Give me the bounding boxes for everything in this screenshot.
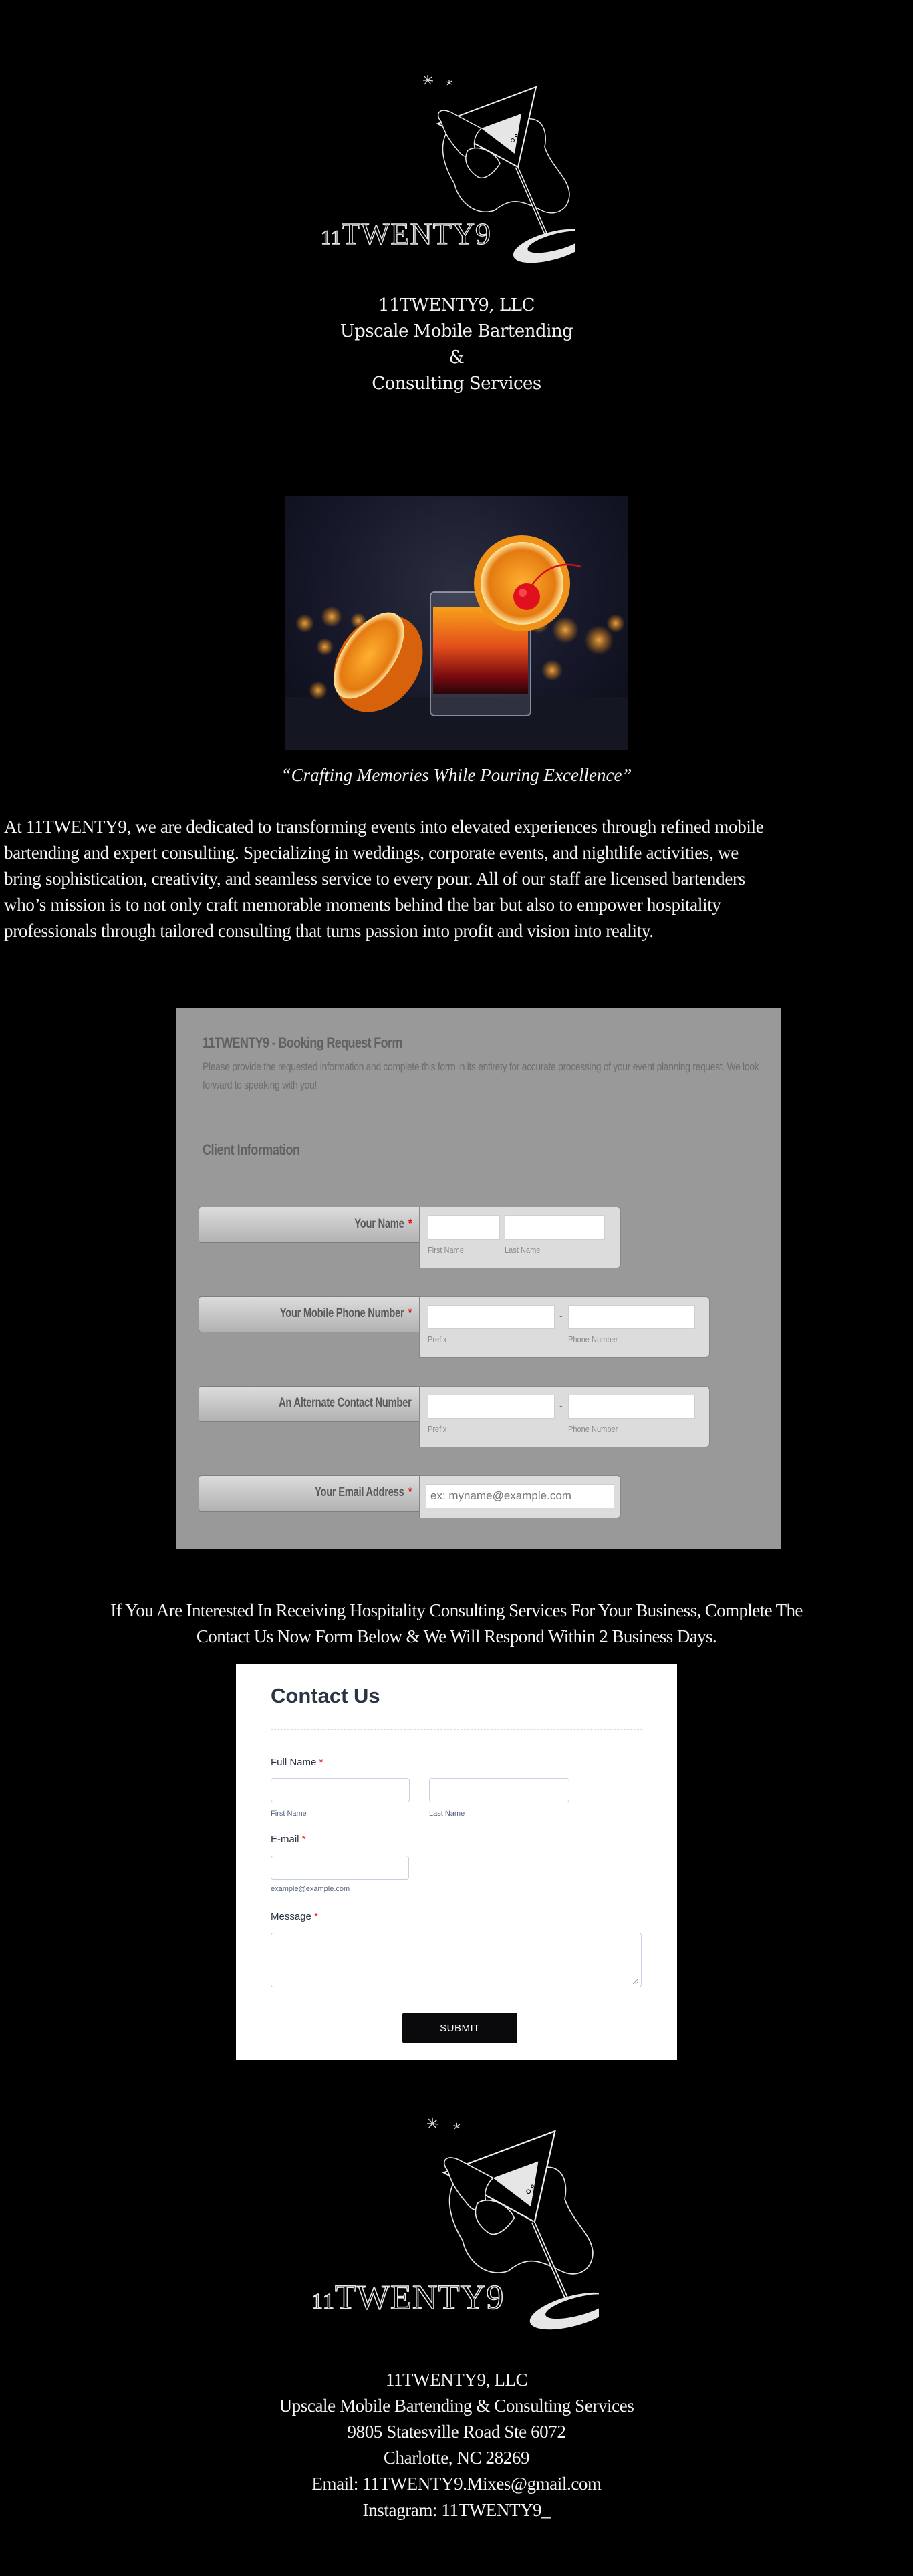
required-asterisk-icon: * xyxy=(319,1757,323,1768)
required-asterisk-icon: * xyxy=(301,1834,306,1845)
alternate-number-input[interactable] xyxy=(568,1395,695,1419)
about-line: who’s mission is to not only craft memorable moments behind the bar but also to empower hospitality xyxy=(4,895,721,915)
message-label: Message * xyxy=(271,1911,318,1922)
phone-number-sublabel: Phone Number xyxy=(568,1424,618,1434)
footer-company-name: 11TWENTY9, LLC xyxy=(385,2370,528,2390)
prefix-sublabel: Prefix xyxy=(428,1334,447,1344)
full-name-label: Full Name * xyxy=(271,1757,323,1768)
resize-handle-icon[interactable] xyxy=(633,1979,638,1984)
mobile-number-input[interactable] xyxy=(568,1305,695,1329)
last-name-sublabel: Last Name xyxy=(505,1245,541,1255)
booking-first-name-input[interactable] xyxy=(428,1215,500,1240)
prefix-sublabel: Prefix xyxy=(428,1424,447,1434)
client-information-heading: Client Information xyxy=(203,1141,300,1158)
about-line: At 11TWENTY9, we are dedicated to transforming events into elevated experiences through refined mobile xyxy=(4,817,764,837)
consulting-notice xyxy=(0,1598,913,1650)
booking-request-form xyxy=(176,1008,781,1549)
contact-email-input[interactable] xyxy=(271,1856,409,1880)
brand-logo-top xyxy=(321,67,575,267)
martini-hand-logo-icon xyxy=(311,2108,599,2335)
logo-wordmark: 11TWENTY9 xyxy=(321,217,492,251)
mobile-prefix-input[interactable] xyxy=(428,1305,555,1329)
field-label-email: Your Email Address * xyxy=(199,1475,426,1512)
alternate-prefix-input[interactable] xyxy=(428,1395,555,1419)
footer-address-line-1: 9805 Statesville Road Ste 6072 xyxy=(347,2422,566,2442)
service-line-2: Consulting Services xyxy=(372,374,541,394)
required-asterisk-icon: * xyxy=(314,1911,318,1922)
contact-form-title: Contact Us xyxy=(271,1684,380,1707)
field-label-mobile-phone: Your Mobile Phone Number * xyxy=(199,1296,426,1332)
header-brand-block xyxy=(0,293,913,397)
footer-instagram[interactable]: Instagram: 11TWENTY9_ xyxy=(362,2500,551,2520)
footer-services: Upscale Mobile Bartending & Consulting Services xyxy=(279,2396,634,2416)
consulting-notice-line-1: If You Are Interested In Receiving Hospitality Consulting Services For Your Business, Complete The xyxy=(110,1600,803,1620)
first-name-sublabel: First Name xyxy=(271,1810,307,1818)
required-asterisk-icon: * xyxy=(408,1306,412,1320)
contact-last-name-input[interactable] xyxy=(429,1778,569,1802)
logo-wordmark: 11TWENTY9 xyxy=(311,2279,505,2317)
phone-separator: - xyxy=(559,1400,563,1411)
about-line: bartending and expert consulting. Specializing in weddings, corporate events, and nightlife activities, we xyxy=(4,843,739,863)
required-asterisk-icon: * xyxy=(408,1217,412,1231)
booking-form-description: Please provide the requested information and complete this form in its entirety for accurate processing of your event planning request. We look forward to speaking with you! xyxy=(203,1060,759,1091)
submit-button[interactable]: SUBMIT xyxy=(402,2013,517,2043)
about-line: professionals through tailored consulting that turns passion into profit and vision into reality. xyxy=(4,921,654,941)
footer-email[interactable]: Email: 11TWENTY9.Mixes@gmail.com xyxy=(311,2474,602,2494)
contact-form-divider xyxy=(271,1729,642,1730)
company-name: 11TWENTY9, LLC xyxy=(378,295,535,315)
booking-last-name-input[interactable] xyxy=(505,1215,605,1240)
booking-form-title: 11TWENTY9 - Booking Request Form xyxy=(203,1034,402,1051)
consulting-notice-line-2: Contact Us Now Form Below & We Will Respond Within 2 Business Days. xyxy=(196,1626,717,1647)
footer-address-line-2: Charlotte, NC 28269 xyxy=(383,2448,530,2468)
hero-cocktail-image xyxy=(285,496,628,750)
service-line-1: Upscale Mobile Bartending xyxy=(340,321,573,341)
about-line: bring sophistication, creativity, and seamless service to every pour. All of our staff are licensed bartenders xyxy=(4,869,745,889)
footer-contact-block xyxy=(0,2367,913,2523)
phone-number-sublabel: Phone Number xyxy=(568,1334,618,1344)
cocktail-photo-icon xyxy=(285,496,628,750)
contact-us-form xyxy=(236,1664,677,2060)
brand-logo-bottom xyxy=(311,2108,599,2335)
email-label: E-mail * xyxy=(271,1834,306,1845)
service-ampersand: & xyxy=(448,347,465,368)
contact-first-name-input[interactable] xyxy=(271,1778,410,1802)
contact-message-textarea[interactable] xyxy=(271,1933,642,1987)
phone-separator: - xyxy=(559,1310,563,1321)
email-sublabel: example@example.com xyxy=(271,1885,350,1893)
field-label-alternate-phone: An Alternate Contact Number xyxy=(199,1386,426,1422)
martini-hand-logo-icon xyxy=(321,67,575,267)
tagline: “Crafting Memories While Pouring Excellence” xyxy=(281,765,632,785)
first-name-sublabel: First Name xyxy=(428,1245,465,1255)
booking-email-input[interactable] xyxy=(426,1484,614,1508)
last-name-sublabel: Last Name xyxy=(429,1810,465,1818)
about-paragraph xyxy=(4,814,906,944)
required-asterisk-icon: * xyxy=(408,1485,412,1499)
field-label-your-name: Your Name * xyxy=(199,1207,426,1243)
